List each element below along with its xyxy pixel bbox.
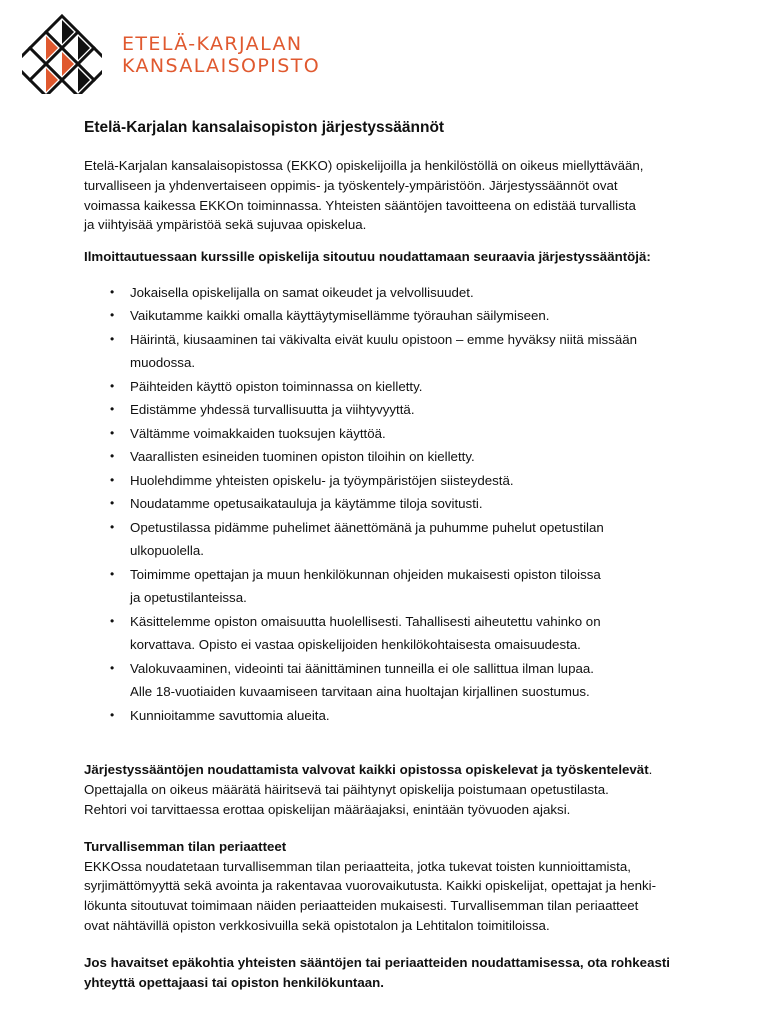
rules-subheading: Ilmoittautuessaan kurssille opiskelija sitoutuu noudattamaan seuraavia järjestyssääntöjä:	[84, 249, 651, 265]
rule-line: Toimimme opettajan ja muun henkilökunnan ohjeiden mukaisesti opiston tiloissa	[130, 566, 601, 582]
rule-line: Jokaisella opiskelijalla on samat oikeudet ja velvollisuudet.	[130, 284, 474, 300]
supervision-line: Opettajalla on oikeus määrätä häiritsevä tai päihtynyt opiskelija poistumaan opetustilasta.	[84, 782, 609, 798]
bullet: •	[110, 613, 115, 628]
closing-paragraph	[84, 953, 724, 993]
rule-item	[84, 304, 724, 328]
safer-space-line: ovat nähtävillä opiston verkkosivuilla sekä opistotalon ja Lehtitalon toimitiloissa.	[84, 918, 550, 934]
bullet: •	[110, 331, 115, 346]
rule-line: ja opetustilanteissa.	[130, 590, 247, 606]
rule-line: Kunnioitamme savuttomia alueita.	[130, 707, 330, 723]
rule-line: ulkopuolella.	[130, 543, 204, 559]
bullet: •	[110, 566, 115, 581]
rule-line: Noudatamme opetusaikatauluja ja käytämme tiloja sovitusti.	[130, 496, 483, 512]
document-body	[84, 118, 724, 992]
supervision-paragraph	[84, 760, 724, 819]
rule-line: Opetustilassa pidämme puhelimet äänettömänä ja puhumme puhelut opetustilan	[130, 519, 604, 535]
document-title: Etelä-Karjalan kansalaisopiston järjestyssäännöt	[84, 119, 445, 136]
intro-line: voimassa kaikessa EKKOn toiminnassa. Yhteisten sääntöjen tavoitteena on edistää turvallista	[84, 197, 636, 213]
organization-name-line1: ETELÄ-KARJALAN	[122, 33, 303, 55]
rule-line: Päihteiden käyttö opiston toiminnassa on kielletty.	[130, 378, 423, 394]
bullet: •	[110, 449, 115, 464]
bullet: •	[110, 496, 115, 511]
safer-space-heading: Turvallisemman tilan periaatteet	[84, 838, 287, 854]
bullet: •	[110, 378, 115, 393]
safer-space-line: lökunta sitoutuvat toimimaan näiden periaatteiden mukaisesti. Turvallisemman tilan periaatteet	[84, 898, 639, 914]
rule-item	[84, 445, 724, 469]
supervision-first-line	[84, 760, 724, 780]
intro-paragraph	[84, 156, 724, 235]
diamond-stairs-logo-icon	[22, 14, 102, 94]
bullet: •	[110, 660, 115, 675]
rule-line: Vältämme voimakkaiden tuoksujen käyttöä.	[130, 425, 386, 441]
rule-item	[84, 422, 724, 446]
bullet: •	[110, 519, 115, 534]
organization-name	[122, 33, 320, 77]
rule-line: Häirintä, kiusaaminen tai väkivalta eivät kuulu opistoon – emme hyväksy niitä missään	[130, 331, 638, 347]
rule-item	[84, 563, 724, 610]
rule-line: Vaarallisten esineiden tuominen opiston tiloihin on kielletty.	[130, 449, 475, 465]
rule-line: korvattava. Opisto ei vastaa opiskelijoiden henkilökohtaisesta omaisuudesta.	[130, 637, 581, 653]
intro-line: ja viihtyisää ympäristöä sekä sujuvaa opiskelua.	[84, 217, 367, 233]
rule-item	[84, 398, 724, 422]
supervision-line: Rehtori voi tarvittaessa erottaa opiskelijan määräajaksi, enintään työvuoden ajaksi.	[84, 802, 571, 818]
rule-item	[84, 492, 724, 516]
rule-line: Alle 18-vuotiaiden kuvaamiseen tarvitaan aina huoltajan kirjallinen suostumus.	[130, 684, 590, 700]
rule-item	[84, 516, 724, 563]
organization-name-line2: KANSALAISOPISTO	[122, 55, 321, 77]
rule-item	[84, 375, 724, 399]
rule-line: Valokuvaaminen, videointi tai äänittäminen tunneilla ei ole sallittua ilman lupaa.	[130, 660, 594, 676]
safer-space-section	[84, 837, 724, 936]
intro-line: turvalliseen ja yhdenvertaiseen oppimis- ja työskentely-ympäristöön. Järjestyssäännöt ovat	[84, 177, 618, 193]
bullet: •	[110, 425, 115, 440]
rule-item	[84, 610, 724, 657]
rule-line: Huolehdimme yhteisten opiskelu- ja työympäristöjen siisteydestä.	[130, 472, 514, 488]
rule-item	[84, 328, 724, 375]
rule-line: Vaikutamme kaikki omalla käyttäytymisellämme työrauhan säilymiseen.	[130, 308, 550, 324]
closing-line: Jos havaitset epäkohtia yhteisten sääntöjen tai periaatteiden noudattamisessa, ota rohkeasti	[84, 954, 670, 970]
supervision-bold: Järjestyssääntöjen noudattamista valvovat kaikki opistossa opiskelevat ja työskentelevät	[84, 762, 649, 778]
closing-line: yhteyttä opettajaasi tai opiston henkilökuntaan.	[84, 974, 384, 990]
bullet: •	[110, 308, 115, 323]
rule-item	[84, 469, 724, 493]
rule-item	[84, 281, 724, 305]
bullet: •	[110, 707, 115, 722]
organization-logo	[22, 14, 321, 94]
supervision-period: .	[648, 762, 653, 778]
rules-list	[84, 281, 724, 728]
rule-line: muodossa.	[130, 355, 196, 371]
rule-item	[84, 657, 724, 704]
rule-line: Edistämme yhdessä turvallisuutta ja viihtyvyyttä.	[130, 402, 415, 418]
bullet: •	[110, 402, 115, 417]
intro-line: Etelä-Karjalan kansalaisopistossa (EKKO) opiskelijoilla ja henkilöstöllä on oikeus miellyttävään,	[84, 158, 644, 173]
safer-space-line: syrjimättömyyttä sekä avointa ja rakentavaa vuorovaikutusta. Kaikki opiskelijat, opettajat ja henki-	[84, 878, 657, 894]
bullet: •	[110, 284, 115, 299]
safer-space-line: EKKOssa noudatetaan turvallisemman tilan periaatteita, jotka tukevat toisten kunnioittamista,	[84, 858, 631, 874]
bullet: •	[110, 472, 115, 487]
rule-line: Käsittelemme opiston omaisuutta huolellisesti. Tahallisesti aiheutettu vahinko on	[130, 613, 601, 629]
rule-item	[84, 704, 724, 728]
